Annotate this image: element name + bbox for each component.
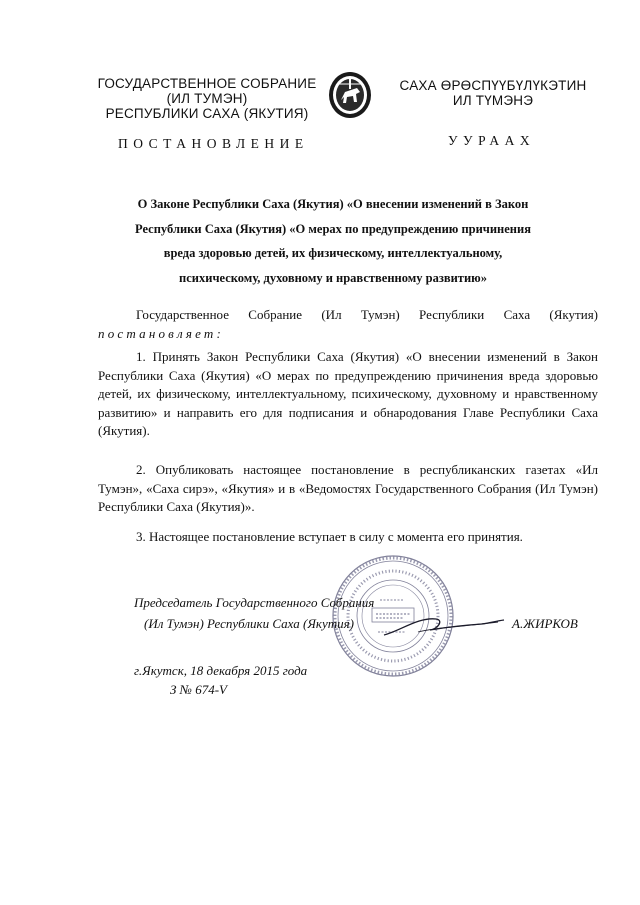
signature-position-line1: Председатель Государственного Собрания xyxy=(134,595,375,610)
header-right-line1: САХА ӨРӨСПҮҮБҮЛҮКЭТИН xyxy=(399,78,587,93)
header-right-block xyxy=(386,78,600,108)
header-right-line2: ИЛ ТҮМЭНЭ xyxy=(452,93,534,108)
coat-of-arms-emblem xyxy=(327,70,373,120)
doc-type-uuraakh: УУРААХ xyxy=(448,133,536,148)
intro-paragraph xyxy=(98,306,598,343)
header-left-line2: (ИЛ ТУМЭН) xyxy=(166,91,248,106)
document-number: З № 674-V xyxy=(170,682,227,697)
intro-text: Государственное Собрание (Ил Тумэн) Республики Саха (Якутия) xyxy=(136,307,598,322)
handwritten-signature xyxy=(378,605,508,645)
signature-position-line2: (Ил Тумэн) Республики Саха (Якутия) xyxy=(144,616,354,631)
doc-type-postanovlenie: ПОСТАНОВЛЕНИЕ xyxy=(118,136,309,151)
item-1: 1. Принять Закон Республики Саха (Якутия) «О внесении изменений в Закон Республики Саха (Якутия) «О мерах по предупреждению причинения вреда здоровью детей, их физическому, интеллектуальному, психическому, духовному и нравственному развитию» и направить его для подписания и обнародования Главе Республики Саха (Якутия). xyxy=(98,349,598,438)
item-2: 2. Опубликовать настоящее постановление в республиканских газетах «Ил Тумэн», «Саха сирэ», «Якутия» и в «Ведомостях Государственного Собрания (Ил Тумэн) Республики Саха (Якутия)». xyxy=(98,462,598,514)
title-line: вреда здоровью детей, их физическому, интеллектуальному, xyxy=(163,246,503,260)
header-left-block xyxy=(96,76,318,121)
signatory-name: А.ЖИРКОВ xyxy=(512,616,578,631)
title-line: О Законе Республики Саха (Якутия) «О внесении изменений в Закон xyxy=(137,197,529,211)
place-and-date: г.Якутск, 18 декабря 2015 года xyxy=(134,663,308,678)
header-left-line1: ГОСУДАРСТВЕННОЕ СОБРАНИЕ xyxy=(97,76,317,91)
document-title xyxy=(118,192,548,290)
item-3: 3. Настоящее постановление вступает в силу с момента его принятия. xyxy=(136,529,523,544)
title-line: психическому, духовному и нравственному развитию» xyxy=(179,270,487,285)
title-line: Республики Саха (Якутия) «О мерах по предупреждению причинения xyxy=(135,221,531,236)
header-left-line3: РЕСПУБЛИКИ САХА (ЯКУТИЯ) xyxy=(105,106,309,121)
intro-verb: постановляет: xyxy=(98,325,225,341)
